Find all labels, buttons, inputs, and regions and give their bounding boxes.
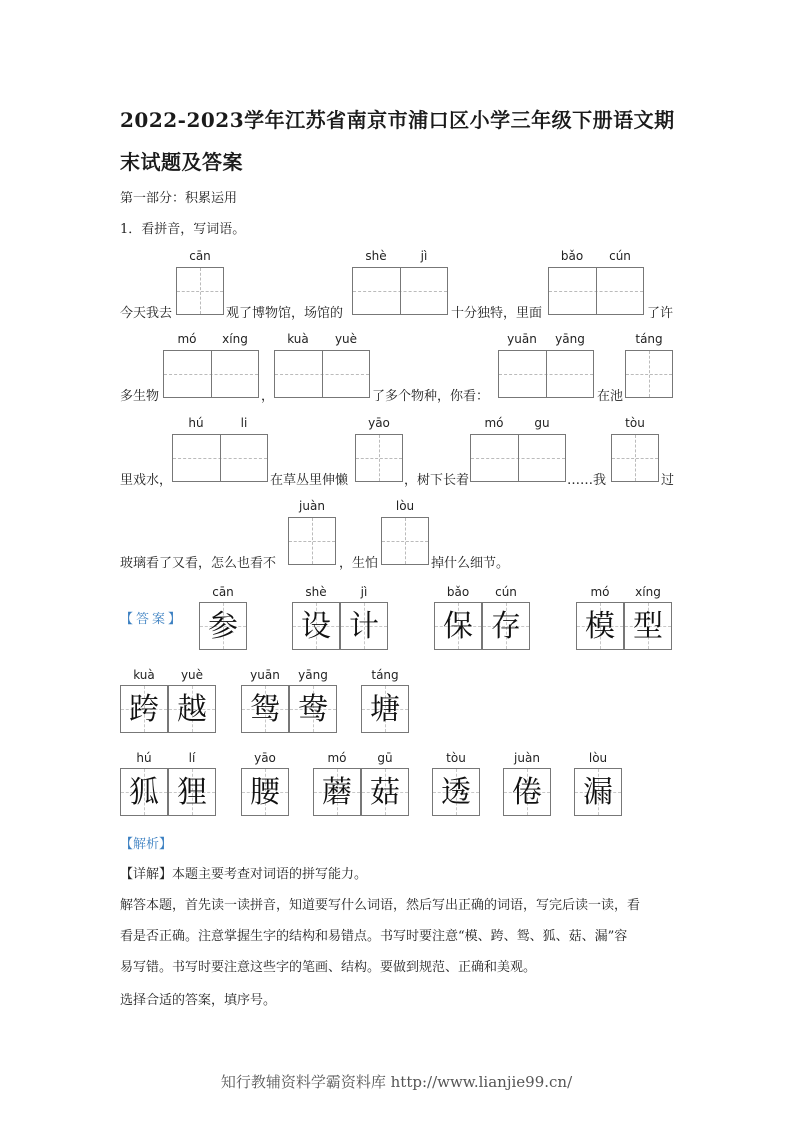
answer-pinyin: yāng bbox=[298, 668, 328, 682]
explanation-line: 易写错。书写时要注意这些字的笔画、结构。要做到规范、正确和美观。 bbox=[120, 960, 537, 975]
answer-char-box: 倦 bbox=[503, 768, 551, 816]
answer-char-box: 模 bbox=[576, 602, 624, 650]
answer-char-box: 鸳 bbox=[241, 685, 289, 733]
answer-pinyin: táng bbox=[371, 668, 399, 682]
pinyin-bao: bǎo bbox=[560, 249, 584, 263]
answer-char-box: 腰 bbox=[241, 768, 289, 816]
passage-text: 在池 bbox=[597, 389, 624, 404]
pinyin-yao: yāo bbox=[368, 416, 390, 430]
passage-text: 了多个物种，你看： bbox=[372, 389, 490, 404]
passage-text: ……我 bbox=[567, 473, 607, 488]
answer-pinyin: lòu bbox=[588, 751, 608, 765]
pinyin-yuan: yuān bbox=[507, 332, 537, 346]
answer-pinyin: xíng bbox=[635, 585, 661, 599]
explanation-line: 解答本题，首先读一读拼音，知道要写什么词语，然后写出正确的词语，写完后读一读，看 bbox=[120, 898, 641, 913]
answer-char-box: 菇 bbox=[361, 768, 409, 816]
pinyin-li: li bbox=[240, 416, 248, 430]
analysis-label: 【解析】 bbox=[120, 837, 173, 852]
pinyin-ji: jì bbox=[420, 249, 428, 263]
answer-pinyin: mó bbox=[590, 585, 610, 599]
answer-pinyin: mó bbox=[327, 751, 347, 765]
answer-pinyin: yāo bbox=[254, 751, 276, 765]
pinyin-yue: yuè bbox=[334, 332, 358, 346]
answer-pinyin: juàn bbox=[514, 751, 540, 765]
passage-text: 在草丛里伸懒 bbox=[270, 473, 349, 488]
passage-text: 十分独特，里面 bbox=[451, 306, 543, 321]
passage-text: ， bbox=[261, 389, 275, 404]
pinyin-can: cān bbox=[189, 249, 211, 263]
passage-text: 过 bbox=[661, 473, 675, 488]
blank-box-lou[interactable] bbox=[381, 517, 429, 565]
answer-char-box: 保 bbox=[434, 602, 482, 650]
answer-pinyin: yuān bbox=[250, 668, 280, 682]
pinyin-tou: tòu bbox=[625, 416, 645, 430]
question-1: 1．看拼音，写词语。 bbox=[120, 222, 246, 237]
pinyin-xing: xíng bbox=[222, 332, 248, 346]
answer-char-box: 型 bbox=[624, 602, 672, 650]
pinyin-cun: cún bbox=[609, 249, 631, 263]
footer-watermark: 知行教辅资料学霸资料库 http://www.lianjie99.cn/ bbox=[220, 1073, 573, 1091]
blank-box-tang[interactable] bbox=[625, 350, 673, 398]
answer-pinyin: cān bbox=[212, 585, 234, 599]
pinyin-lou: lòu bbox=[395, 499, 415, 513]
blank-box-can[interactable] bbox=[176, 267, 224, 315]
answer-char-box: 鸯 bbox=[289, 685, 337, 733]
passage-text: ，生怕 bbox=[339, 556, 379, 571]
passage-text: 掉什么细节。 bbox=[431, 556, 510, 571]
answer-pinyin: jì bbox=[360, 585, 368, 599]
pinyin-yang: yāng bbox=[555, 332, 585, 346]
answer-char-box: 漏 bbox=[574, 768, 622, 816]
pinyin-kua: kuà bbox=[287, 332, 309, 346]
answer-char-box: 塘 bbox=[361, 685, 409, 733]
passage-text: 了许 bbox=[647, 306, 674, 321]
answer-char-box: 存 bbox=[482, 602, 530, 650]
answer-pinyin: yuè bbox=[180, 668, 204, 682]
answer-pinyin: cún bbox=[495, 585, 517, 599]
page-title-line2: 末试题及答案 bbox=[120, 150, 243, 174]
section-heading: 第一部分：积累运用 bbox=[120, 191, 238, 206]
answer-pinyin: lí bbox=[188, 751, 196, 765]
passage-text: 多生物 bbox=[120, 389, 160, 404]
pinyin-mo: mó bbox=[177, 332, 197, 346]
explanation-line: 看是否正确。注意掌握生字的结构和易错点。书写时要注意“模、跨、鸳、狐、菇、漏”容 bbox=[120, 929, 628, 944]
answer-pinyin: hú bbox=[136, 751, 152, 765]
answer-pinyin: gū bbox=[377, 751, 393, 765]
answer-char-box: 设 bbox=[292, 602, 340, 650]
answer-char-box: 透 bbox=[432, 768, 480, 816]
blank-box-tou[interactable] bbox=[611, 434, 659, 482]
pinyin-mo2: mó bbox=[484, 416, 504, 430]
detail-text: 【详解】本题主要考查对词语的拼写能力。 bbox=[120, 867, 368, 882]
answer-pinyin: shè bbox=[305, 585, 327, 599]
passage-text: 观了博物馆，场馆的 bbox=[226, 306, 344, 321]
answer-char-box: 狐 bbox=[120, 768, 168, 816]
answer-pinyin: kuà bbox=[133, 668, 155, 682]
blank-box-juan[interactable] bbox=[288, 517, 336, 565]
answer-label: 【答案】 bbox=[120, 612, 185, 627]
next-question: 选择合适的答案，填序号。 bbox=[120, 993, 277, 1008]
pinyin-tang: táng bbox=[635, 332, 663, 346]
answer-char-box: 狸 bbox=[168, 768, 216, 816]
answer-pinyin: bǎo bbox=[446, 585, 470, 599]
answer-char-box: 蘑 bbox=[313, 768, 361, 816]
passage-text: ，树下长着 bbox=[404, 473, 470, 488]
pinyin-juan: juàn bbox=[299, 499, 325, 513]
passage-text: 玻璃看了又看，怎么也看不 bbox=[120, 556, 277, 571]
answer-char-box: 参 bbox=[199, 602, 247, 650]
pinyin-hu: hú bbox=[188, 416, 204, 430]
answer-char-box: 计 bbox=[340, 602, 388, 650]
pinyin-she: shè bbox=[365, 249, 387, 263]
answer-pinyin: tòu bbox=[446, 751, 466, 765]
answer-char-box: 跨 bbox=[120, 685, 168, 733]
answer-char-box: 越 bbox=[168, 685, 216, 733]
blank-box-yao[interactable] bbox=[355, 434, 403, 482]
pinyin-gu: gu bbox=[534, 416, 550, 430]
page-title-line1: 2022-2023学年江苏省南京市浦口区小学三年级下册语文期 bbox=[120, 108, 675, 132]
passage-text: 今天我去 bbox=[120, 306, 173, 321]
passage-text: 里戏水， bbox=[120, 473, 173, 488]
